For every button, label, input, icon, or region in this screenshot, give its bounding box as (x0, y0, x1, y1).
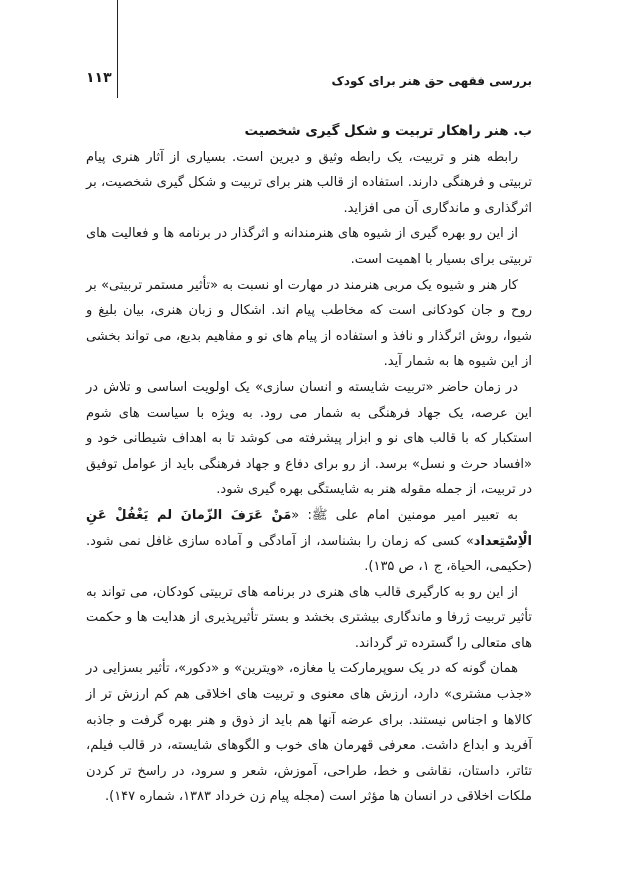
running-title: بررسی فقهی حق هنر برای کودک (331, 74, 532, 88)
quote-intro: به تعبیر امیر مومنین امام علی ﷺ: « (291, 507, 518, 523)
paragraph-art-forms-influence: از این رو به کارگیری قالب های هنری در برنامه های تربیتی کودکان، می تواند به تأثیر تربیت ژرفا و ماندگاری بیشتری بخشد و بستر تأثیرپذیری از هدایت ها و حکمت های متعالی را گسترده تر گرداند. (86, 584, 532, 651)
paragraph-art-and-education: رابطه هنر و تربیت، یک رابطه وثیق و دیرین است. بسیاری از آثار هنری پیام تربیتی و فرهنگی دارند. استفاده از قالب هنر برای تربیت و شکل گیری شخصیت، بر اثرگذاری و ماندگاری آن می افزاید. (86, 149, 532, 216)
paragraph-artistic-methods: از این رو بهره گیری از شیوه های هنرمندانه و اثرگذار در برنامه ها و فعالیت های تربیتی برای بسیار با اهمیت است. (86, 226, 532, 267)
page-body (86, 119, 532, 810)
page-number: ۱۱۳ (86, 70, 112, 86)
quote-translation: » کسی که زمان را بشناسد، از آمادگی و آماده سازی غافل نمی شود. (حکیمی، الحیاة، ج ۱، ص ۱۳۵). (86, 533, 532, 575)
running-header (86, 68, 532, 94)
section-heading: ب. هنر راهکار تربیت و شکل گیری شخصیت (244, 123, 532, 139)
paragraph-imam-ali-quote (86, 503, 532, 580)
paragraph-educator-art: کار هنر و شیوه یک مربی هنرمند در مهارت او نسبت به «تأثیر مستمر تربیتی» بر روح و جان کودکانی است که مخاطب پیام اند. اشکال و زبان هنری، بیان بلیغ و شیوا، روش اثرگذار و نافذ و استفاده از پیام های نو و مفاهیم بدیع، می تواند بخشی از این شیوه ها به شمار آید. (86, 277, 532, 370)
arabic-quote: مَنْ عَرَفَ الزّمانَ لم یَغْفُلْ عَنِ الْاِسْتِعداد (86, 507, 532, 549)
paragraph-supermarket-analogy: همان گونه که در یک سوپرمارکت یا مغازه، «ویترین» و «دکور»، تأثیر بسزایی در «جذب مشتری» دارد، ارزش های معنوی و تربیت های اخلاقی هم کم ارزش تر از کالاها و اجناس نیستند. برای عرضه آنها هم باید از ذوق و هنر بهره گرفت و جاذبه آفرید و ابداع داشت. معرفی قهرمان های خوب و الگوهای شایسته، در قالب فیلم، تئاتر، داستان، نقاشی و خط، طراحی، آموزش، شعر و سرود، در راسخ تر کردن ملکات اخلاقی در انسان ها مؤثر است (مجله پیام زن خرداد ۱۳۸۳، شماره ۱۴۷). (86, 661, 532, 805)
paragraph-cultural-jihad: در زمان حاضر «تربیت شایسته و انسان سازی» یک اولویت اساسی و تلاش در این عرصه، یک جهاد فرهنگی به شمار می رود. به ویژه با سیاست های شوم استکبار که با قالب های نو و ابزار پیشرفته می کوشد تا به اهداف شیطانی خود و «افساد حرث و نسل» برسد. از رو برای دفاع و جهاد فرهنگی باید از عوامل توفیق در تربیت، از جمله مقوله هنر به شایستگی بهره گیری شود. (86, 379, 532, 498)
